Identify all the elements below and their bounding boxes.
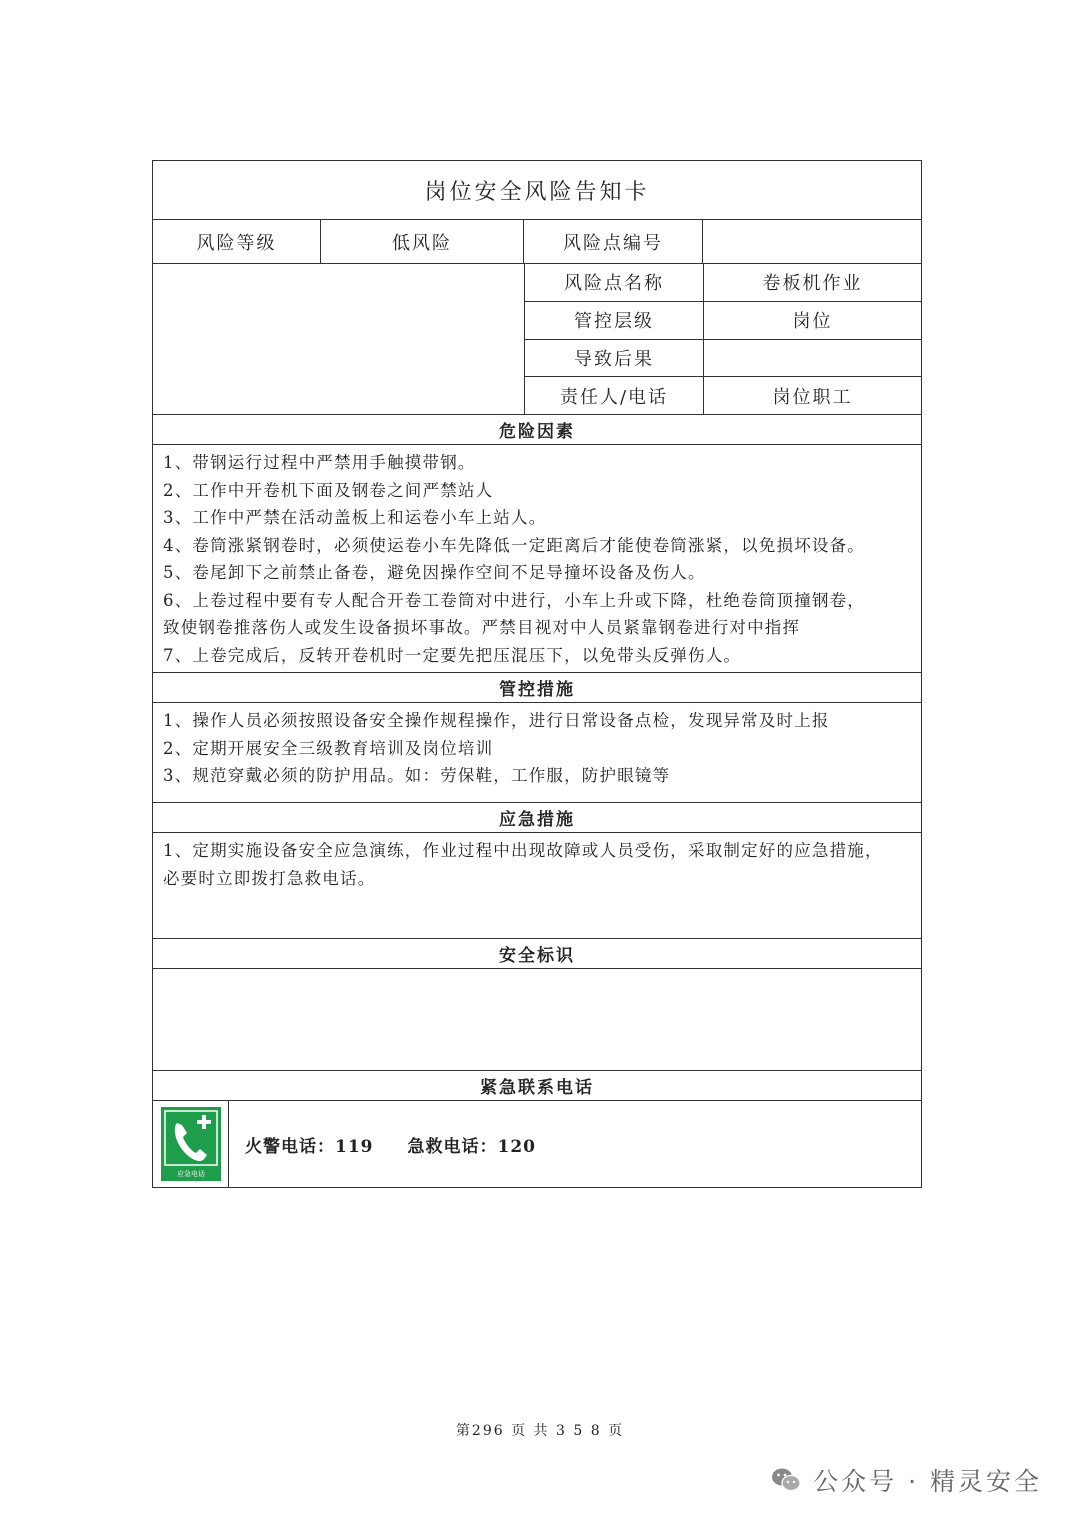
list-item: 1、带钢运行过程中严禁用手触摸带钢。 [163, 453, 476, 472]
contact-numbers [229, 1101, 570, 1187]
hazards-heading: 危险因素 [153, 415, 921, 445]
emergency-list [153, 833, 921, 939]
safety-signs-heading: 安全标识 [153, 939, 921, 969]
info-label: 导致后果 [525, 340, 704, 377]
risk-notice-card [152, 160, 922, 1188]
contact-heading: 紧急联系电话 [153, 1071, 921, 1101]
list-item: 3、工作中严禁在活动盖板上和运卷小车上站人。 [163, 508, 547, 527]
info-label: 管控层级 [525, 302, 704, 339]
list-item: 2、定期开展安全三级教育培训及岗位培训 [163, 738, 494, 758]
info-value: 岗位 [792, 311, 833, 333]
info-label: 责任人/电话 [525, 377, 704, 414]
risk-point-no-value [703, 220, 921, 263]
info-row [525, 264, 921, 302]
list-item: 1、操作人员必须按照设备安全操作规程操作，进行日常设备点检，发现异常及时上报 [163, 711, 830, 730]
wechat-icon [771, 1467, 801, 1493]
risk-image-area [153, 264, 525, 414]
info-value: 岗位职工 [772, 386, 853, 408]
info-row [525, 302, 921, 340]
emergency-phone-sign [153, 1101, 229, 1187]
list-item: 2、工作中开卷机下面及钢卷之间严禁站人 [163, 480, 494, 500]
risk-level-label: 风险等级 [153, 220, 321, 263]
controls-list [153, 703, 921, 803]
watermark [771, 1462, 1042, 1498]
watermark-text: 公众号 · 精灵安全 [813, 1467, 1042, 1496]
safety-signs-area [153, 969, 921, 1071]
list-item: 6、上卷过程中要有专人配合开卷工卷筒对中进行，小车上升或下降，杜绝卷筒顶撞钢卷， [163, 590, 865, 610]
card-title-row [153, 161, 921, 220]
card-title: 岗位安全风险告知卡 [424, 179, 650, 205]
list-item: 4、卷筒涨紧钢卷时，必须使运卷小车先降低一定距离后才能使卷筒涨紧，以免损坏设备。 [163, 535, 865, 555]
list-item: 5、卷尾卸下之前禁止备卷，避免因操作空间不足导撞坏设备及伤人。 [163, 563, 706, 582]
list-item: 致使钢卷推落伤人或发生设备损坏事故。严禁目视对中人员紧靠钢卷进行对中指挥 [163, 618, 801, 637]
ambulance-phone: 急救电话：120 [407, 1136, 536, 1157]
risk-point-no-label: 风险点编号 [524, 220, 703, 263]
info-value: 卷板机作业 [762, 273, 863, 295]
controls-heading: 管控措施 [153, 673, 921, 703]
list-item: 必要时立即拨打急救电话。 [163, 868, 376, 888]
page-number: 第296 页 共 3 5 8 页 [455, 1423, 625, 1439]
risk-level-row [153, 220, 921, 264]
info-row [525, 340, 921, 378]
list-item: 7、上卷完成后，反转开卷机时一定要先把压混压下，以免带头反弹伤人。 [163, 645, 742, 665]
emergency-phone-icon [161, 1107, 221, 1181]
info-label: 风险点名称 [525, 264, 704, 301]
fire-phone: 火警电话：119 [245, 1136, 374, 1157]
list-item: 3、规范穿戴必须的防护用品。如：劳保鞋，工作服，防护眼镜等 [163, 766, 671, 785]
svg-text:应急电话: 应急电话 [176, 1170, 205, 1178]
risk-level-value: 低风险 [321, 220, 524, 263]
contact-row [153, 1101, 921, 1187]
emergency-heading: 应急措施 [153, 803, 921, 833]
list-item: 1、定期实施设备安全应急演练，作业过程中出现故障或人员受伤，采取制定好的应急措施， [163, 841, 883, 860]
info-row [525, 377, 921, 414]
info-value [704, 340, 921, 377]
risk-info-block [153, 264, 921, 415]
hazards-list [153, 445, 921, 673]
